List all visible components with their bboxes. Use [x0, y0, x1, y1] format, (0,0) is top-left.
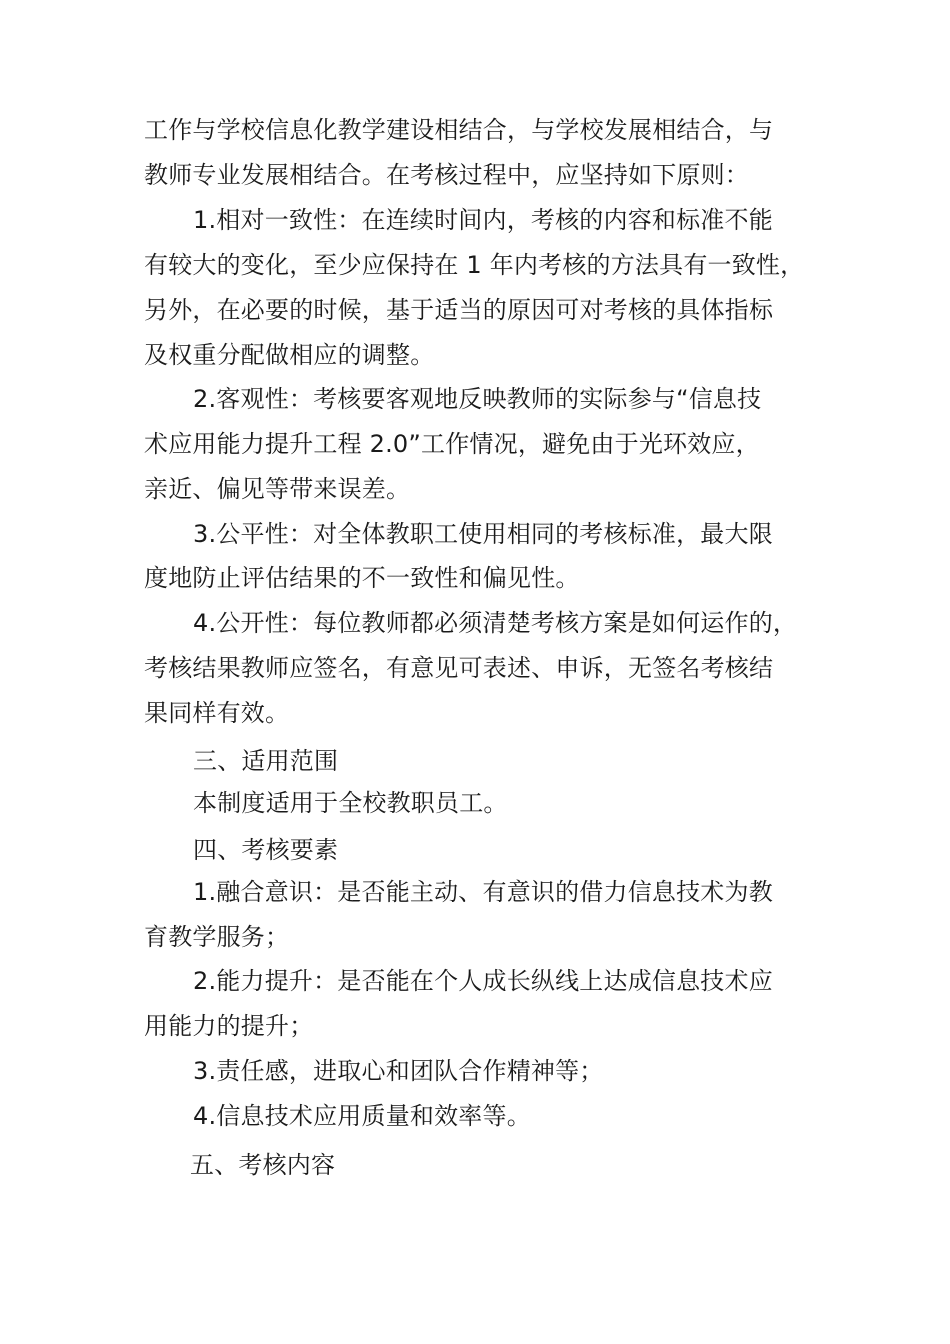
principle-2-line: 2.客观性：考核要客观地反映教师的实际参与“信息技: [193, 385, 762, 413]
paragraph-line: 育教学服务；: [144, 923, 290, 951]
section-heading-elements: 四、考核要素: [193, 836, 339, 864]
principle-3-line: 3.公平性：对全体教职工使用相同的考核标准，最大限: [193, 520, 773, 548]
element-1-line: 1.融合意识：是否能主动、有意识的借力信息技术为教: [193, 878, 773, 906]
paragraph-line: 术应用能力提升工程 2.0”工作情况，避免由于光环效应，: [144, 430, 760, 458]
paragraph-line: 果同样有效。: [144, 699, 290, 727]
paragraph-line: 及权重分配做相应的调整。: [144, 341, 435, 369]
paragraph-line: 有较大的变化，至少应保持在 1 年内考核的方法具有一致性，: [144, 251, 805, 279]
paragraph-line: 度地防止评估结果的不一致性和偏见性。: [144, 564, 580, 592]
principle-4-line: 4.公开性：每位教师都必须清楚考核方案是如何运作的，: [193, 609, 798, 637]
paragraph-line: 亲近、偏见等带来误差。: [144, 475, 411, 503]
principle-1-line: 1.相对一致性：在连续时间内，考核的内容和标准不能: [193, 206, 773, 234]
paragraph-line: 另外，在必要的时候，基于适当的原因可对考核的具体指标: [144, 296, 774, 324]
paragraph-line: 考核结果教师应签名，有意见可表述、申诉，无签名考核结: [144, 654, 774, 682]
element-2-line: 2.能力提升：是否能在个人成长纵线上达成信息技术应: [193, 967, 773, 995]
element-4-line: 4.信息技术应用质量和效率等。: [193, 1102, 531, 1130]
paragraph-line: 工作与学校信息化教学建设相结合，与学校发展相结合，与: [144, 116, 774, 144]
paragraph-line: 教师专业发展相结合。在考核过程中，应坚持如下原则：: [144, 161, 749, 189]
element-3-line: 3.责任感，进取心和团队合作精神等；: [193, 1057, 604, 1085]
section-heading-content: 五、考核内容: [190, 1151, 336, 1179]
paragraph-line: 本制度适用于全校教职员工。: [193, 789, 508, 817]
paragraph-line: 用能力的提升；: [144, 1012, 314, 1040]
section-heading-scope: 三、适用范围: [193, 747, 339, 775]
